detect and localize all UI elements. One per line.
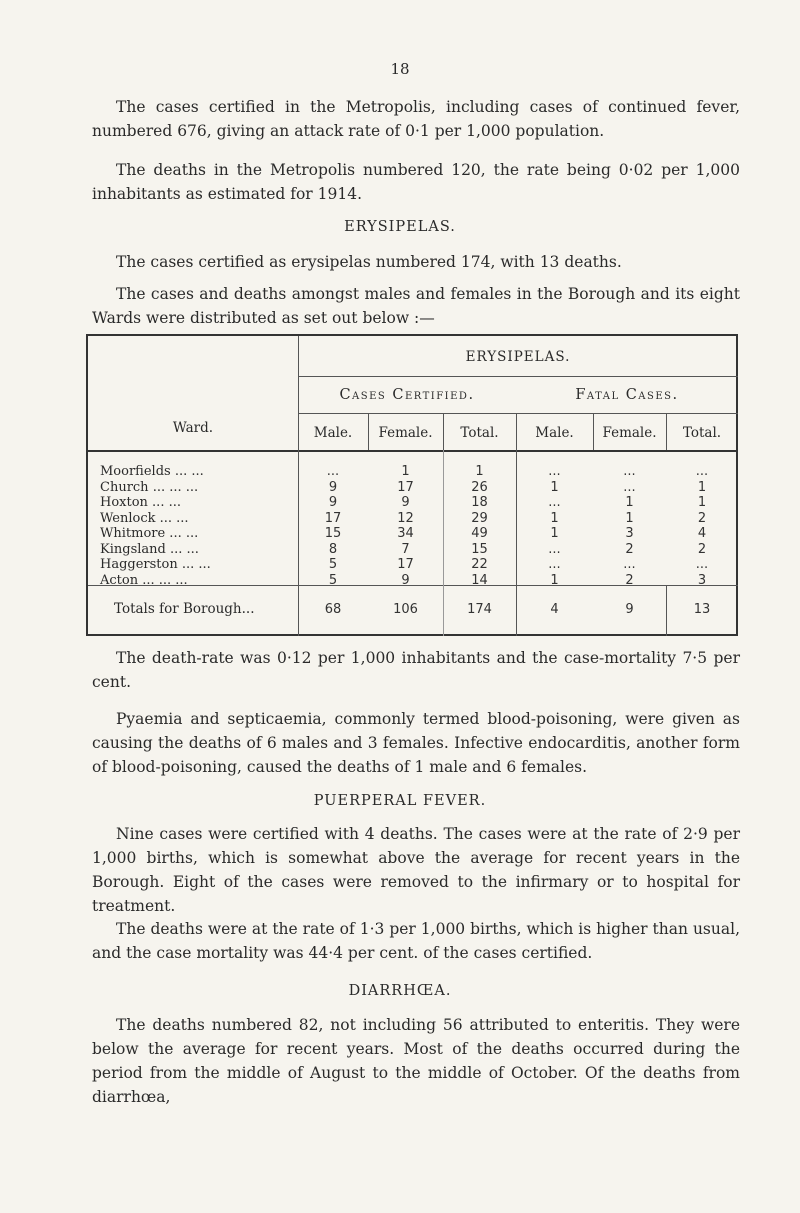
ward-name: Kingsland ... ...: [100, 541, 199, 557]
ward-column-header: Ward.: [172, 420, 214, 436]
paragraph-metropolis-cases: The cases certified in the Metropolis, including cases of continued fever, numbered 676, giving an attack rate of 0·1 per 1,000 population.: [92, 98, 740, 140]
table-cell: ...: [548, 557, 561, 572]
paragraph-metropolis-deaths: The deaths in the Metropolis numbered 120, the rate being 0·02 per 1,000 inhabitants as estimated for 1914.: [92, 161, 740, 203]
totals-cell: 174: [467, 602, 492, 617]
paragraph-erysipelas-cases: The cases certified as erysipelas numbered 174, with 13 deaths.: [116, 253, 622, 271]
table-cell: ...: [695, 464, 709, 479]
table-cell: 5: [328, 572, 338, 588]
column-header: Female.: [378, 425, 433, 441]
totals-cell: 4: [550, 602, 559, 617]
table-cell: 49: [471, 526, 488, 541]
heading-diarrhoea: DIARRHŒA.: [348, 983, 452, 999]
table-cell: 9: [401, 495, 410, 510]
table-cell: 9: [401, 572, 410, 588]
table-cell: ...: [326, 464, 340, 479]
erysipelas-table: [86, 334, 738, 636]
table-cell: 2: [697, 541, 707, 557]
table-cell: 1: [550, 479, 559, 495]
table-cell: 2: [625, 541, 634, 557]
ward-name: Hoxton ... ...: [100, 495, 181, 510]
ward-name: Whitmore ... ...: [100, 526, 199, 541]
table-cell: 1: [550, 510, 559, 526]
table-cell: 18: [471, 495, 488, 510]
table-cell: 5: [328, 557, 338, 572]
table-cell: 3: [697, 572, 707, 588]
column-header: Male.: [535, 425, 574, 441]
column-header: Total.: [460, 425, 499, 441]
totals-cell: 9: [625, 602, 634, 617]
ward-name: Haggerston ... ...: [100, 557, 211, 572]
table-cell: ...: [695, 557, 709, 572]
table-cell: 7: [401, 541, 410, 557]
table-cell: ...: [623, 557, 636, 572]
table-cell: 8: [328, 541, 338, 557]
table-cell: 14: [471, 572, 488, 588]
table-cell: 9: [328, 479, 338, 495]
ward-name: Acton ... ... ...: [100, 572, 188, 588]
ward-name: Wenlock ... ...: [100, 510, 189, 526]
table-cell: 15: [324, 526, 342, 541]
table-cell: 12: [397, 510, 414, 526]
erysipelas-group-header: ERYSIPELAS.: [465, 349, 571, 365]
ward-name: Moorfields ... ...: [100, 464, 204, 479]
heading-puerperal-fever: PUERPERAL FEVER.: [313, 793, 487, 809]
table-cell: 17: [397, 479, 414, 495]
table-cell: 1: [550, 526, 559, 541]
totals-cell: 106: [393, 602, 418, 617]
table-cell: 1: [550, 572, 559, 588]
column-header: Total.: [682, 425, 722, 441]
heading-erysipelas: ERYSIPELAS.: [344, 219, 456, 235]
table-cell: 22: [471, 557, 488, 572]
fatal-cases-header: Fatal Cases.: [575, 387, 679, 403]
table-cell: 9: [328, 495, 338, 510]
paragraph-death-rate: The death-rate was 0·12 per 1,000 inhabitants and the case-mortality 7·5 per cent.: [92, 649, 740, 691]
table-cell: 1: [475, 464, 484, 479]
table-cell: 26: [471, 479, 488, 495]
table-cell: 2: [697, 510, 707, 526]
table-cell: ...: [548, 464, 561, 479]
table-cell: 15: [471, 541, 488, 557]
totals-cell: 68: [324, 602, 342, 617]
paragraph-puerperal-cases: Nine cases were certified with 4 deaths. The cases were at the rate of 2·9 per 1,000 births, which is somewhat above the average for recent years in the Borough. Eight of the cases were removed to the infirmary or to hospital for treatment.: [92, 825, 740, 915]
table-cell: ...: [548, 495, 561, 510]
table-cell: 1: [697, 495, 707, 510]
table-cell: 1: [401, 464, 410, 479]
totals-label: Totals for Borough...: [114, 601, 255, 617]
table-cell: 1: [625, 510, 634, 526]
cases-certified-header: Cases Certified.: [339, 387, 475, 403]
paragraph-puerperal-deaths: The deaths were at the rate of 1·3 per 1,000 births, which is higher than usual, and the case mortality was 44·4 per cent. of the cases certified.: [92, 920, 740, 962]
column-header: Male.: [313, 425, 353, 441]
table-cell: ...: [623, 464, 636, 479]
paragraph-diarrhoea-deaths: The deaths numbered 82, not including 56 attributed to enteritis. They were below the average for recent years. Most of the deaths occurred during the period from the middle of August to the middle of October. Of the deaths from diarrhœa,: [92, 1016, 740, 1106]
table-cell: 1: [697, 479, 707, 495]
table-cell: 17: [397, 557, 414, 572]
table-cell: 2: [625, 572, 634, 588]
ward-name: Church ... ... ...: [100, 479, 199, 495]
page-number: 18: [390, 60, 410, 78]
totals-cell: 13: [693, 602, 711, 617]
table-cell: 29: [471, 510, 488, 526]
table-cell: 34: [397, 526, 414, 541]
table-cell: 17: [324, 510, 342, 526]
table-cell: 1: [625, 495, 634, 510]
column-header: Female.: [602, 425, 657, 441]
paragraph-erysipelas-distribution: The cases and deaths amongst males and females in the Borough and its eight Wards were distributed as set out below :—: [92, 285, 740, 327]
paragraph-blood-poisoning: Pyaemia and septicaemia, commonly termed blood-poisoning, were given as causing the deaths of 6 males and 3 females. Infective endocarditis, another form of blood-poisoning, caused the deaths of 1 male and 6 females.: [92, 710, 740, 776]
table-cell: 4: [697, 526, 707, 541]
table-cell: 3: [625, 526, 634, 541]
table-cell: ...: [548, 541, 561, 557]
table-cell: ...: [623, 479, 636, 495]
